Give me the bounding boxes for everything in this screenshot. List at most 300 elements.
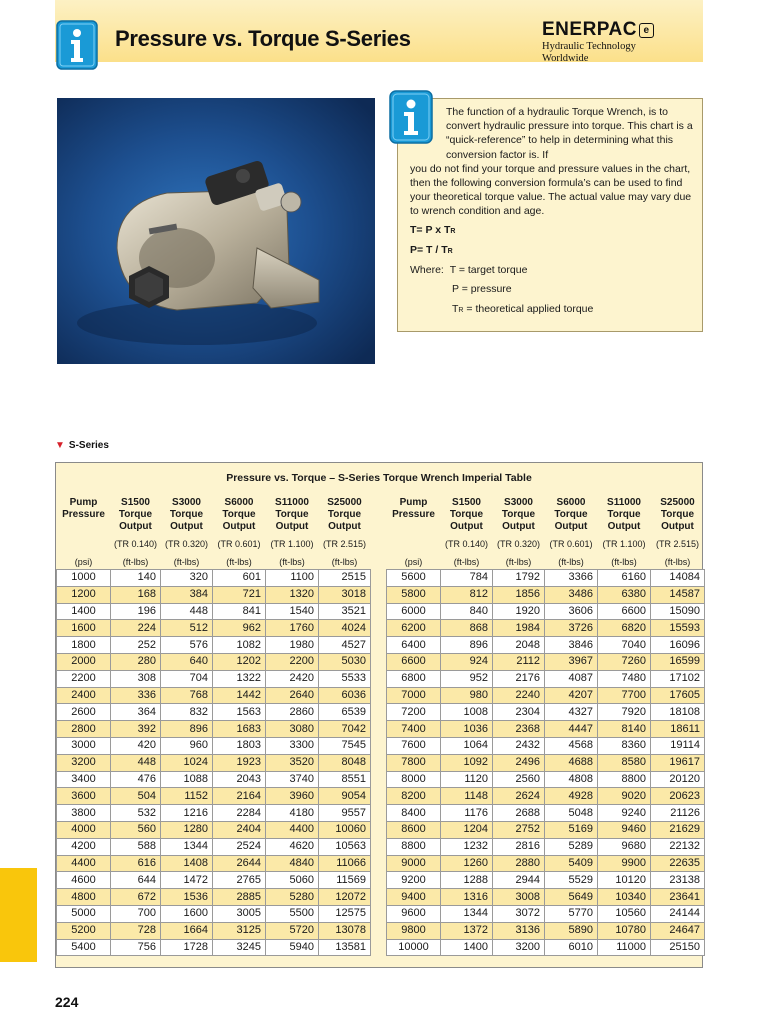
units-row — [57, 555, 371, 570]
torque-cell: 4527 — [319, 637, 371, 654]
torque-cell: 1372 — [441, 922, 493, 939]
torque-cell: 11000 — [598, 939, 651, 956]
torque-cell: 448 — [111, 754, 161, 771]
torque-cell: 960 — [161, 737, 213, 754]
torque-cell: 2404 — [213, 821, 266, 838]
torque-cell: 9240 — [598, 805, 651, 822]
table-row — [57, 805, 371, 822]
torque-cell: 448 — [161, 603, 213, 620]
torque-cell: 15090 — [651, 603, 705, 620]
torque-cell: 1316 — [441, 889, 493, 906]
torque-cell: 17102 — [651, 670, 705, 687]
unit-label: (ft-lbs) — [279, 557, 305, 567]
pressure-cell: 1400 — [57, 603, 111, 620]
torque-cell: 601 — [213, 570, 266, 587]
table-row — [387, 939, 705, 956]
torque-cell: 3521 — [319, 603, 371, 620]
header-row — [387, 495, 705, 533]
pressure-cell: 3600 — [57, 788, 111, 805]
col-header: S6000 Torque Output — [222, 497, 256, 532]
torque-cell: 10560 — [598, 905, 651, 922]
torque-cell: 4207 — [545, 687, 598, 704]
tr-value: (TR 0.140) — [113, 539, 157, 549]
table-row — [57, 771, 371, 788]
pressure-cell: 6800 — [387, 670, 441, 687]
torque-cell: 6820 — [598, 620, 651, 637]
torque-cell: 2860 — [266, 704, 319, 721]
where-pressure: P = pressure — [452, 283, 512, 295]
table-row — [387, 637, 705, 654]
torque-cell: 756 — [111, 939, 161, 956]
torque-cell: 5060 — [266, 872, 319, 889]
torque-cell: 768 — [161, 687, 213, 704]
where-line: Where: T = target torque — [410, 264, 528, 276]
torque-cell: 7040 — [598, 637, 651, 654]
torque-cell: 4400 — [266, 821, 319, 838]
pressure-cell: 6400 — [387, 637, 441, 654]
pressure-cell: 9200 — [387, 872, 441, 889]
tr-value: (TR 2.515) — [322, 539, 366, 549]
col-header: S25000 Torque Output — [327, 497, 362, 532]
section-label: ▼ S-Series — [55, 440, 109, 451]
col-header: S3000 Torque Output — [501, 497, 536, 532]
col-header: S25000 Torque Output — [660, 497, 695, 532]
torque-cell: 24144 — [651, 905, 705, 922]
torque-cell: 3300 — [266, 737, 319, 754]
pressure-cell: 5200 — [57, 922, 111, 939]
enerpac-logo-mark-icon: e — [639, 23, 654, 38]
torque-cell: 12575 — [319, 905, 371, 922]
info-icon — [56, 20, 98, 70]
tr-value: (TR 0.320) — [164, 539, 208, 549]
torque-cell: 1472 — [161, 872, 213, 889]
torque-cell: 9900 — [598, 855, 651, 872]
table-row — [57, 670, 371, 687]
tr-value — [387, 533, 441, 555]
torque-cell: 3245 — [213, 939, 266, 956]
unit-label: (ft-lbs) — [558, 557, 584, 567]
torque-cell: 476 — [111, 771, 161, 788]
torque-cell: 13581 — [319, 939, 371, 956]
table-row — [387, 737, 705, 754]
torque-cell: 841 — [213, 603, 266, 620]
unit-label: (ft-lbs) — [664, 557, 691, 567]
torque-cell: 1036 — [441, 721, 493, 738]
torque-cell: 22635 — [651, 855, 705, 872]
torque-cell: 1082 — [213, 637, 266, 654]
pressure-cell: 8200 — [387, 788, 441, 805]
torque-cell: 4327 — [545, 704, 598, 721]
torque-cell: 7920 — [598, 704, 651, 721]
torque-cell: 3072 — [493, 905, 545, 922]
pressure-cell: 7600 — [387, 737, 441, 754]
pressure-cell: 7000 — [387, 687, 441, 704]
torque-cell: 10060 — [319, 821, 371, 838]
table-row — [57, 939, 371, 956]
torque-cell: 840 — [441, 603, 493, 620]
torque-cell: 2112 — [493, 653, 545, 670]
table-row — [57, 889, 371, 906]
torque-cell: 5500 — [266, 905, 319, 922]
torque-cell: 6380 — [598, 586, 651, 603]
table-row — [387, 771, 705, 788]
table-left-half — [56, 495, 371, 956]
torque-cell: 24647 — [651, 922, 705, 939]
torque-cell: 1322 — [213, 670, 266, 687]
torque-cell: 5890 — [545, 922, 598, 939]
pressure-cell: 8400 — [387, 805, 441, 822]
torque-cell: 1100 — [266, 570, 319, 587]
torque-cell: 2240 — [493, 687, 545, 704]
table-row — [387, 603, 705, 620]
table-row — [387, 838, 705, 855]
torque-cell: 2176 — [493, 670, 545, 687]
torque-cell: 1760 — [266, 620, 319, 637]
torque-cell: 3005 — [213, 905, 266, 922]
col-header: Pump Pressure — [62, 497, 105, 520]
torque-cell: 1344 — [161, 838, 213, 855]
torque-cell: 7042 — [319, 721, 371, 738]
tr-value — [57, 533, 111, 555]
torque-cell: 1344 — [441, 905, 493, 922]
pressure-cell: 2000 — [57, 653, 111, 670]
torque-cell: 8360 — [598, 737, 651, 754]
torque-cell: 25150 — [651, 939, 705, 956]
torque-cell: 9054 — [319, 788, 371, 805]
table-row — [387, 586, 705, 603]
torque-cell: 644 — [111, 872, 161, 889]
torque-cell: 4087 — [545, 670, 598, 687]
torque-cell: 3726 — [545, 620, 598, 637]
pressure-cell: 9000 — [387, 855, 441, 872]
torque-cell: 1683 — [213, 721, 266, 738]
pressure-cell: 5600 — [387, 570, 441, 587]
torque-cell: 8048 — [319, 754, 371, 771]
table-row — [387, 788, 705, 805]
torque-cell: 6160 — [598, 570, 651, 587]
pressure-cell: 8800 — [387, 838, 441, 855]
torque-cell: 9557 — [319, 805, 371, 822]
torque-cell: 7480 — [598, 670, 651, 687]
torque-cell: 616 — [111, 855, 161, 872]
pressure-cell: 9800 — [387, 922, 441, 939]
info-paragraph-indented: The function of a hydraulic Torque Wrench, is to convert hydraulic pressure into torque. This chart is a “quick-reference” to help in determining what this conversion factor is. If — [446, 106, 693, 161]
tr-value: (TR 0.140) — [444, 539, 488, 549]
table-row — [57, 855, 371, 872]
unit-label: (ft-lbs) — [453, 557, 480, 567]
pressure-cell: 2800 — [57, 721, 111, 738]
pressure-cell: 3400 — [57, 771, 111, 788]
torque-cell: 1092 — [441, 754, 493, 771]
tr-value: (TR 0.320) — [496, 539, 540, 549]
torque-cell: 3200 — [493, 939, 545, 956]
torque-cell: 1024 — [161, 754, 213, 771]
torque-cell: 3125 — [213, 922, 266, 939]
torque-cell: 2624 — [493, 788, 545, 805]
table-row — [387, 704, 705, 721]
info-box — [397, 98, 703, 332]
pressure-torque-table — [55, 462, 703, 968]
formula-pressure: P= T / TR — [410, 244, 453, 256]
col-header: S3000 Torque Output — [169, 497, 204, 532]
torque-cell: 10780 — [598, 922, 651, 939]
torque-cell: 704 — [161, 670, 213, 687]
torque-cell: 1202 — [213, 653, 266, 670]
table-row — [387, 653, 705, 670]
pressure-cell: 6000 — [387, 603, 441, 620]
torque-cell: 22132 — [651, 838, 705, 855]
page-title: Pressure vs. Torque S-Series — [115, 26, 411, 51]
pressure-cell: 7200 — [387, 704, 441, 721]
torque-cell: 3366 — [545, 570, 598, 587]
torque-cell: 3960 — [266, 788, 319, 805]
pressure-cell: 5400 — [57, 939, 111, 956]
table-row — [57, 788, 371, 805]
torque-cell: 672 — [111, 889, 161, 906]
col-header: S11000 Torque Output — [275, 497, 309, 532]
torque-cell: 5529 — [545, 872, 598, 889]
torque-cell: 4620 — [266, 838, 319, 855]
torque-cell: 2688 — [493, 805, 545, 822]
torque-cell: 9460 — [598, 821, 651, 838]
torque-cell: 1008 — [441, 704, 493, 721]
col-header: S11000 Torque Output — [607, 497, 641, 532]
tr-value: (TR 0.601) — [549, 539, 593, 549]
torque-cell: 224 — [111, 620, 161, 637]
torque-cell: 5533 — [319, 670, 371, 687]
torque-cell: 1088 — [161, 771, 213, 788]
tr-value: (TR 1.100) — [270, 539, 314, 549]
pressure-cell: 9400 — [387, 889, 441, 906]
torque-cell: 11066 — [319, 855, 371, 872]
torque-cell: 896 — [441, 637, 493, 654]
pressure-cell: 4800 — [57, 889, 111, 906]
table-row — [57, 586, 371, 603]
torque-cell: 140 — [111, 570, 161, 587]
table-row — [387, 570, 705, 587]
unit-label: (ft-lbs) — [331, 557, 358, 567]
torque-cell: 10340 — [598, 889, 651, 906]
torque-cell: 1176 — [441, 805, 493, 822]
torque-cell: 1216 — [161, 805, 213, 822]
torque-cell: 420 — [111, 737, 161, 754]
torque-cell: 21629 — [651, 821, 705, 838]
pressure-cell: 3800 — [57, 805, 111, 822]
torque-cell: 3740 — [266, 771, 319, 788]
col-header: Pump Pressure — [392, 497, 435, 520]
torque-cell: 2048 — [493, 637, 545, 654]
torque-cell: 576 — [161, 637, 213, 654]
torque-cell: 952 — [441, 670, 493, 687]
torque-cell: 4180 — [266, 805, 319, 822]
torque-cell: 5770 — [545, 905, 598, 922]
torque-cell: 1442 — [213, 687, 266, 704]
torque-cell: 4840 — [266, 855, 319, 872]
torque-cell: 2752 — [493, 821, 545, 838]
torque-cell: 20623 — [651, 788, 705, 805]
unit-label: (ft-lbs) — [122, 557, 149, 567]
table-row — [57, 754, 371, 771]
table-row — [387, 754, 705, 771]
pressure-cell: 1800 — [57, 637, 111, 654]
pressure-cell: 7400 — [387, 721, 441, 738]
table-row — [387, 821, 705, 838]
torque-cell: 6600 — [598, 603, 651, 620]
torque-cell: 2200 — [266, 653, 319, 670]
unit-label: (ft-lbs) — [611, 557, 637, 567]
torque-cell: 1152 — [161, 788, 213, 805]
units-row — [387, 555, 705, 570]
torque-cell: 728 — [111, 922, 161, 939]
torque-cell: 15593 — [651, 620, 705, 637]
torque-cell: 12072 — [319, 889, 371, 906]
pressure-cell: 2200 — [57, 670, 111, 687]
table-row — [387, 721, 705, 738]
torque-cell: 1232 — [441, 838, 493, 855]
torque-cell: 5169 — [545, 821, 598, 838]
torque-cell: 14587 — [651, 586, 705, 603]
table-row — [57, 653, 371, 670]
pressure-cell: 8600 — [387, 821, 441, 838]
table-row — [57, 872, 371, 889]
unit-label: (ft-lbs) — [505, 557, 532, 567]
torque-cell: 588 — [111, 838, 161, 855]
table-row — [387, 687, 705, 704]
pressure-cell: 6600 — [387, 653, 441, 670]
table-row — [387, 905, 705, 922]
torque-cell: 308 — [111, 670, 161, 687]
red-triangle-down-icon: ▼ — [55, 440, 65, 451]
torque-cell: 2304 — [493, 704, 545, 721]
pressure-cell: 4400 — [57, 855, 111, 872]
torque-cell: 3080 — [266, 721, 319, 738]
torque-cell: 2765 — [213, 872, 266, 889]
col-header: S1500 Torque Output — [118, 497, 153, 532]
table-row — [57, 821, 371, 838]
torque-cell: 7700 — [598, 687, 651, 704]
torque-cell: 1204 — [441, 821, 493, 838]
torque-cell: 252 — [111, 637, 161, 654]
table-row — [387, 805, 705, 822]
table-title: Pressure vs. Torque – S-Series Torque Wrench Imperial Table — [226, 472, 532, 484]
table-row — [387, 620, 705, 637]
torque-cell: 3846 — [545, 637, 598, 654]
table-right-half — [386, 495, 705, 956]
torque-cell: 7545 — [319, 737, 371, 754]
torque-cell: 19617 — [651, 754, 705, 771]
torque-cell: 5649 — [545, 889, 598, 906]
torque-cell: 1540 — [266, 603, 319, 620]
table-row — [57, 905, 371, 922]
info-icon — [389, 90, 433, 144]
torque-cell: 2640 — [266, 687, 319, 704]
pressure-cell: 10000 — [387, 939, 441, 956]
pressure-cell: 9600 — [387, 905, 441, 922]
info-description — [410, 105, 694, 219]
table-body-left — [57, 570, 371, 956]
where-theoretical: TR = theoretical applied torque — [452, 303, 594, 315]
torque-cell: 4928 — [545, 788, 598, 805]
torque-cell: 23138 — [651, 872, 705, 889]
torque-cell: 392 — [111, 721, 161, 738]
torque-cell: 504 — [111, 788, 161, 805]
pressure-cell: 2600 — [57, 704, 111, 721]
torque-cell: 924 — [441, 653, 493, 670]
torque-cell: 13078 — [319, 922, 371, 939]
torque-wrench-photo — [57, 98, 375, 364]
torque-cell: 2880 — [493, 855, 545, 872]
table-row — [57, 637, 371, 654]
torque-cell: 3520 — [266, 754, 319, 771]
tr-value: (TR 2.515) — [655, 539, 699, 549]
info-paragraph-rest: you do not find your torque and pressure values in the chart, then the following conversion formula’s can be used to find your theoretical torque value. The actual value may vary due to wrench condition and age. — [410, 162, 692, 218]
pressure-cell: 1200 — [57, 586, 111, 603]
torque-cell: 196 — [111, 603, 161, 620]
torque-cell: 168 — [111, 586, 161, 603]
torque-cell: 2944 — [493, 872, 545, 889]
formula-torque: T= P x TR — [410, 224, 456, 236]
torque-cell: 1064 — [441, 737, 493, 754]
pressure-cell: 5800 — [387, 586, 441, 603]
tr-row — [387, 533, 705, 555]
torque-cell: 1792 — [493, 570, 545, 587]
torque-cell: 14084 — [651, 570, 705, 587]
page-number: 224 — [55, 994, 79, 1010]
torque-cell: 17605 — [651, 687, 705, 704]
torque-cell: 1288 — [441, 872, 493, 889]
table-row — [387, 670, 705, 687]
torque-cell: 5289 — [545, 838, 598, 855]
torque-cell: 640 — [161, 653, 213, 670]
torque-cell: 1120 — [441, 771, 493, 788]
pressure-cell: 3200 — [57, 754, 111, 771]
torque-cell: 2420 — [266, 670, 319, 687]
pressure-cell: 1600 — [57, 620, 111, 637]
torque-cell: 8140 — [598, 721, 651, 738]
torque-cell: 6036 — [319, 687, 371, 704]
brand-logo — [542, 20, 682, 65]
torque-cell: 4024 — [319, 620, 371, 637]
torque-cell: 9020 — [598, 788, 651, 805]
torque-cell: 2368 — [493, 721, 545, 738]
torque-cell: 384 — [161, 586, 213, 603]
torque-cell: 1984 — [493, 620, 545, 637]
torque-cell: 5720 — [266, 922, 319, 939]
torque-cell: 5940 — [266, 939, 319, 956]
pressure-cell: 2400 — [57, 687, 111, 704]
torque-cell: 2524 — [213, 838, 266, 855]
side-tab — [0, 868, 37, 962]
pressure-cell: 8000 — [387, 771, 441, 788]
torque-cell: 18108 — [651, 704, 705, 721]
torque-cell: 1856 — [493, 586, 545, 603]
table-row — [57, 570, 371, 587]
torque-cell: 8580 — [598, 754, 651, 771]
torque-cell: 2164 — [213, 788, 266, 805]
torque-cell: 2515 — [319, 570, 371, 587]
unit-label: (psi) — [404, 557, 423, 567]
torque-cell: 11569 — [319, 872, 371, 889]
table-body-right — [387, 570, 705, 956]
torque-cell: 1408 — [161, 855, 213, 872]
torque-cell: 2496 — [493, 754, 545, 771]
torque-cell: 4568 — [545, 737, 598, 754]
torque-cell: 16096 — [651, 637, 705, 654]
torque-cell: 784 — [441, 570, 493, 587]
torque-cell: 962 — [213, 620, 266, 637]
torque-cell: 1400 — [441, 939, 493, 956]
torque-cell: 8800 — [598, 771, 651, 788]
